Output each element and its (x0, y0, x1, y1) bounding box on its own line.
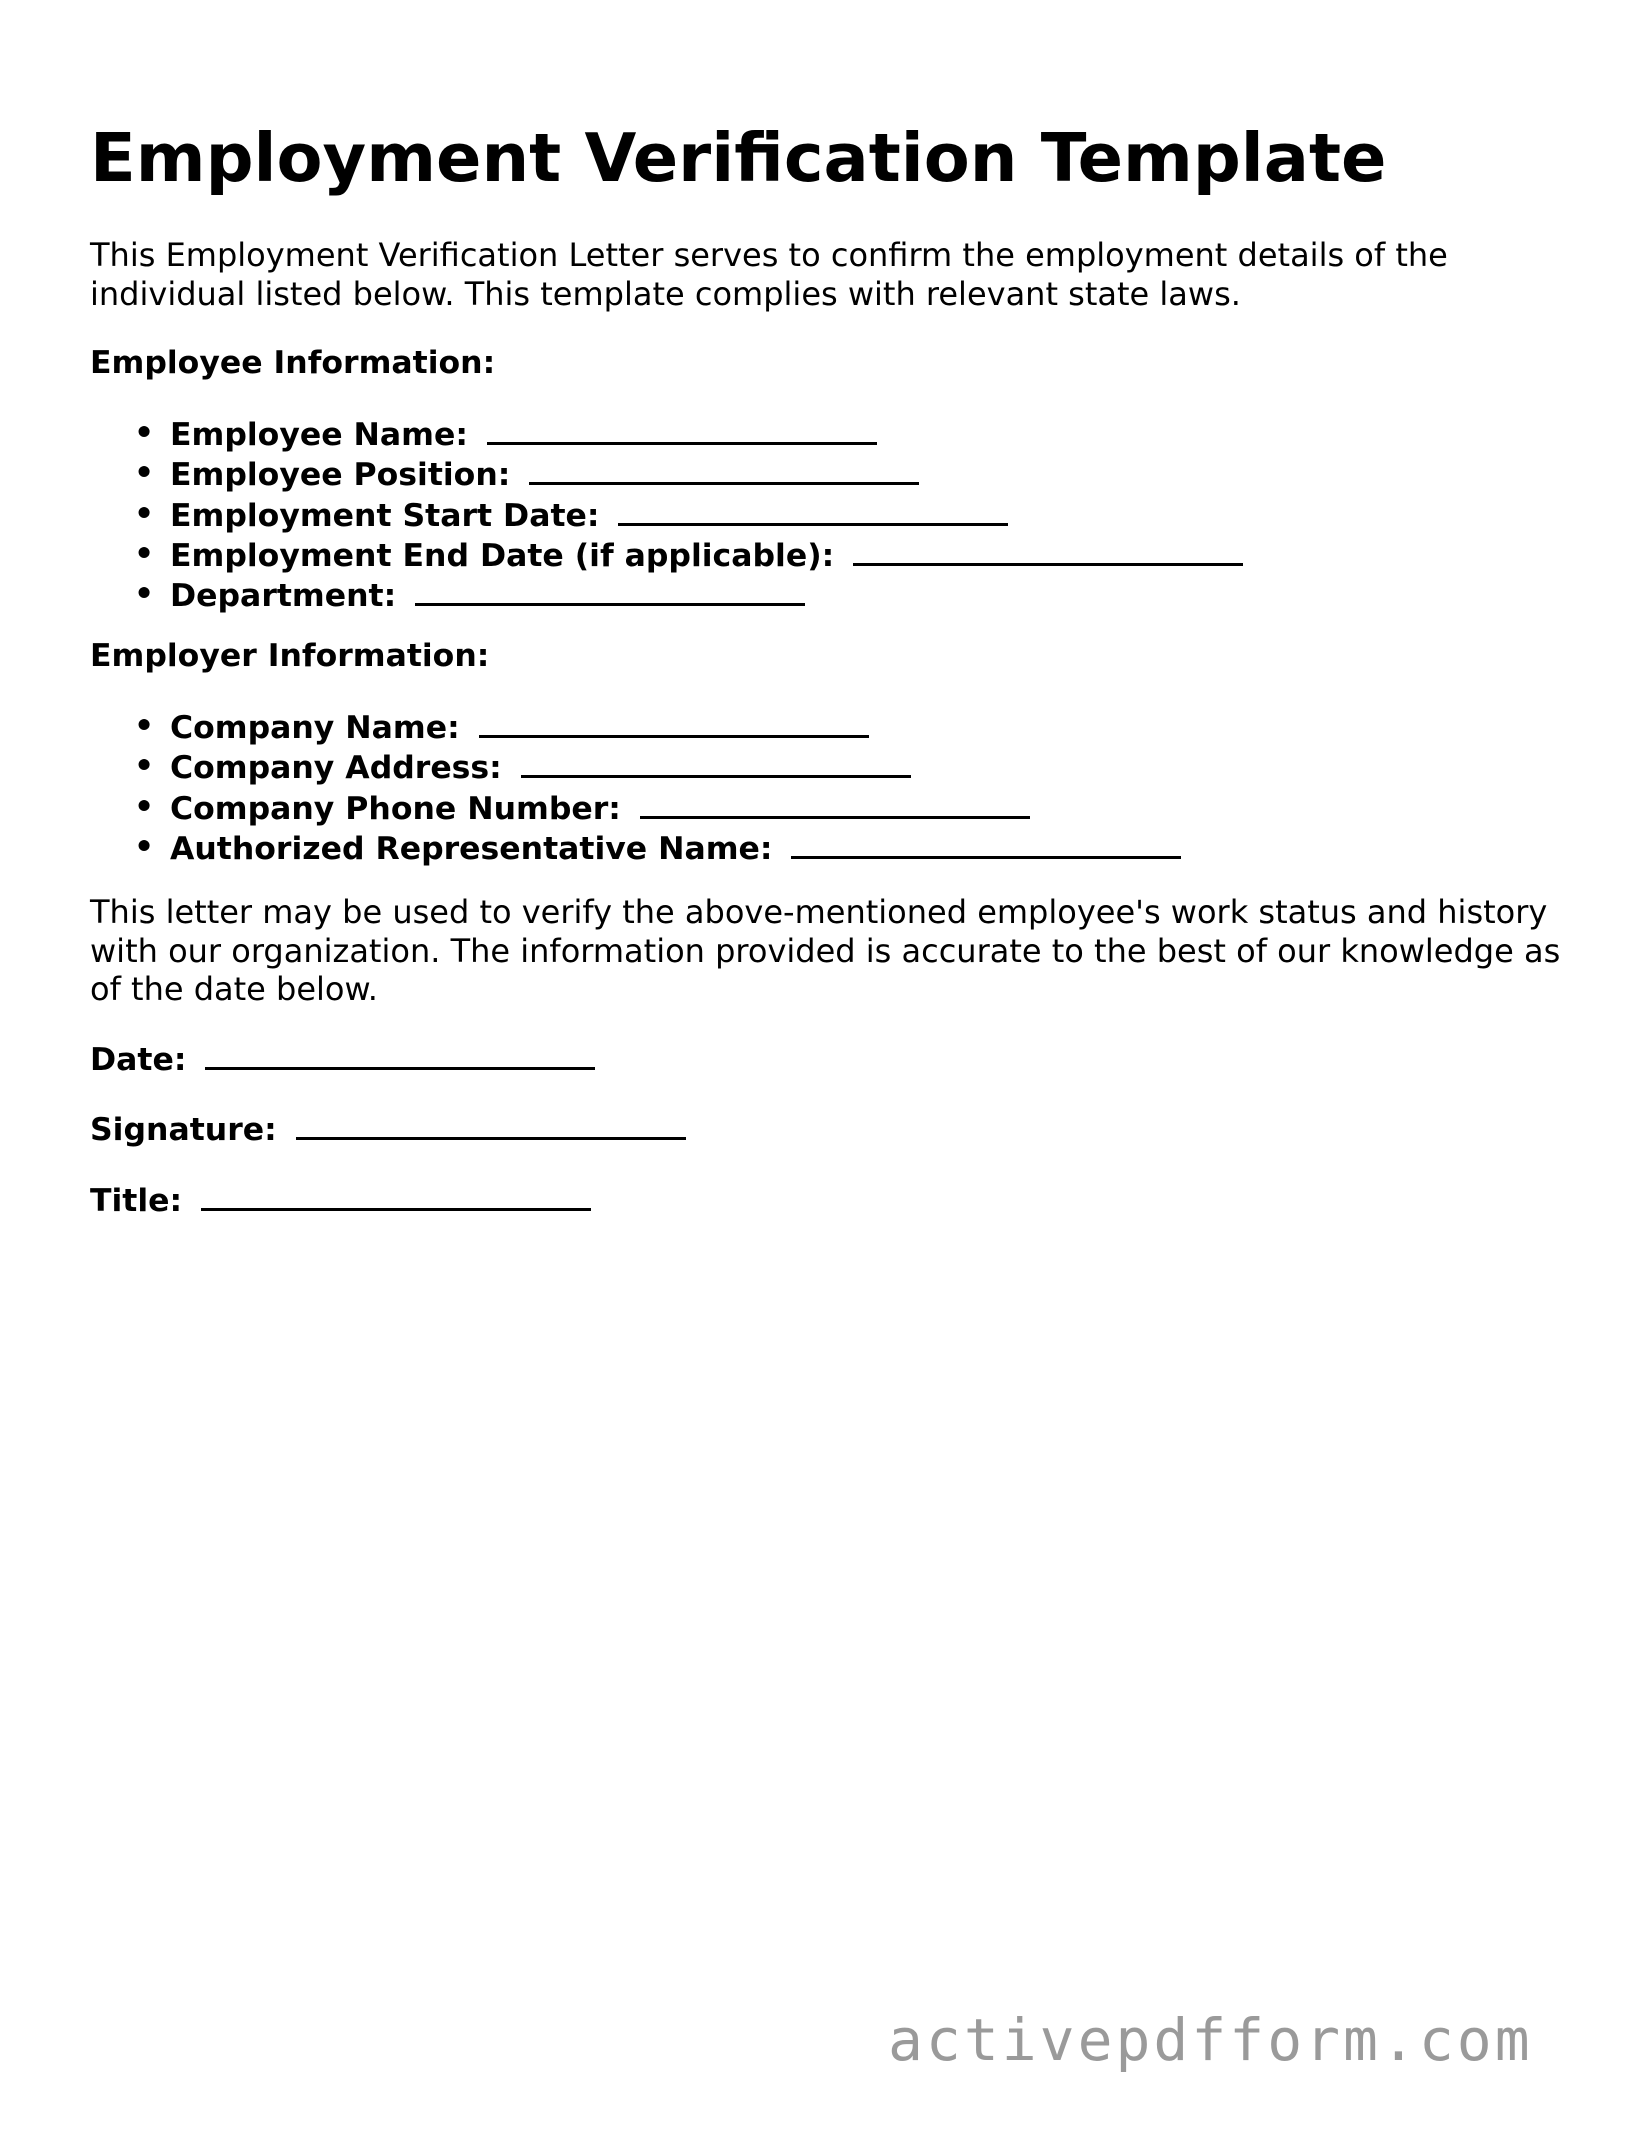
list-item-employee-name (90, 414, 1243, 454)
list-item-end-date (90, 535, 1243, 575)
employer-fields-list (90, 707, 1181, 868)
employee-position-field[interactable] (529, 454, 919, 485)
list-item-company-phone (90, 788, 1181, 828)
field-label: Company Phone Number: (170, 790, 621, 827)
company-address-field[interactable] (521, 747, 911, 778)
title-field[interactable] (201, 1180, 591, 1211)
document-title: Employment Verification Template (90, 119, 1387, 197)
field-label: Authorized Representative Name: (170, 830, 773, 867)
title-label: Title: (90, 1183, 183, 1219)
list-item-department (90, 575, 1243, 615)
field-label: Employment End Date (if applicable): (170, 537, 835, 574)
bullet: • (134, 748, 155, 785)
bullet: • (134, 455, 155, 492)
date-label: Date: (90, 1042, 187, 1078)
end-date-field[interactable] (853, 535, 1243, 566)
department-field[interactable] (415, 575, 805, 606)
intro-paragraph: This Employment Verification Letter serves to confirm the employment details of the individual listed below. This template complies with relevant state laws. (90, 236, 1448, 313)
field-label: Employee Name: (170, 417, 468, 453)
list-item-representative-name (90, 828, 1181, 868)
bullet: • (134, 415, 155, 451)
title-line (90, 1180, 591, 1220)
signature-line (90, 1109, 686, 1149)
bullet: • (134, 495, 155, 532)
date-line (90, 1039, 595, 1079)
closing-paragraph: This letter may be used to verify the above-mentioned employee's work status and history with our organization. The information provided is accurate to the best of our knowledge as of the date below. (90, 893, 1561, 1008)
start-date-field[interactable] (618, 495, 1008, 526)
bullet: • (134, 576, 155, 613)
bullet: • (134, 828, 155, 865)
field-label: Employment Start Date: (170, 497, 600, 534)
field-label: Employee Position: (170, 457, 511, 494)
field-label: Company Address: (170, 750, 502, 787)
bullet: • (134, 788, 155, 825)
company-phone-field[interactable] (640, 788, 1030, 819)
signature-label: Signature: (90, 1112, 277, 1148)
employee-info-heading: Employee Information: (90, 345, 496, 381)
list-item-employee-position (90, 454, 1243, 494)
list-item-company-address (90, 747, 1181, 787)
representative-name-field[interactable] (791, 828, 1181, 859)
date-field[interactable] (205, 1039, 595, 1070)
signature-field[interactable] (296, 1109, 686, 1140)
employer-info-heading: Employer Information: (90, 638, 490, 674)
bullet: • (134, 535, 155, 572)
bullet: • (134, 708, 155, 744)
watermark: activepdfform.com (888, 2006, 1533, 2074)
employee-fields-list (90, 414, 1243, 615)
field-label: Department: (170, 578, 397, 615)
list-item-company-name (90, 707, 1181, 747)
field-label: Company Name: (170, 710, 460, 746)
employee-name-field[interactable] (487, 414, 877, 445)
company-name-field[interactable] (479, 707, 869, 738)
list-item-start-date (90, 495, 1243, 535)
